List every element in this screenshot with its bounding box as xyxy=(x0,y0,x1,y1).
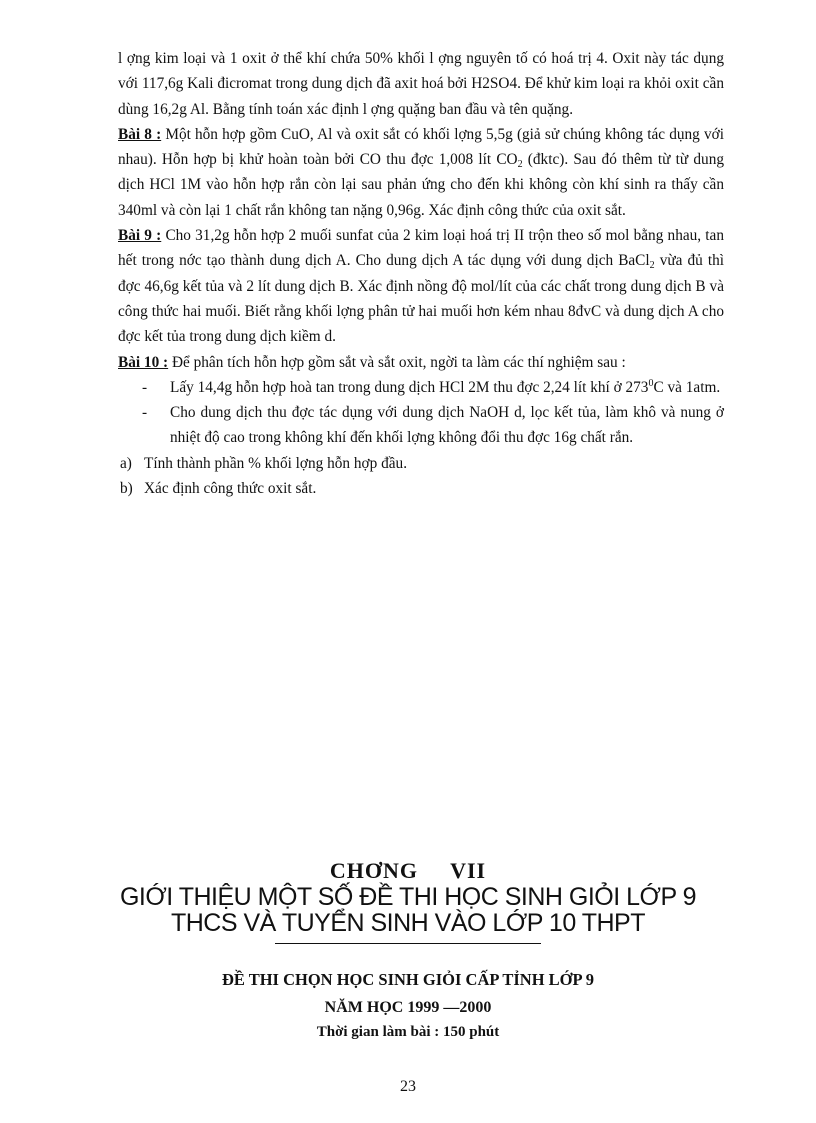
problem-10 xyxy=(118,350,724,375)
co2-subscript: 2 xyxy=(517,159,523,171)
experiment-1-text-b: C và 1atm. xyxy=(653,378,721,396)
experiment-1-text-a: Lấy 14,4g hỗn hợp hoà tan trong dung dịch HCl 2M thu đợc 2,24 lít khí ở 273 xyxy=(170,378,649,396)
chapter-title-line-1: GIỚI THIỆU MỘT SỐ ĐỀ THI HỌC SINH GIỎI LỚP 9 xyxy=(119,883,697,911)
question-a-text: Tính thành phần % khối lợng hỗn hợp đầu. xyxy=(144,454,408,472)
problem-8 xyxy=(118,122,724,223)
problem-8-label: Bài 8 : xyxy=(118,125,162,143)
chapter-label: CHƠNG VII xyxy=(329,858,487,883)
question-a-letter: a) xyxy=(120,454,132,472)
exam-title: ĐỀ THI CHỌN HỌC SINH GIỎI CẤP TỈNH LỚP 9 xyxy=(221,970,595,989)
chapter-title-line-2: THCS VÀ TUYỂN SINH VÀO LỚP 10 THPT xyxy=(170,909,645,937)
problem-10-text: Để phân tích hỗn hợp gồm sắt và sắt oxit, ngời ta làm các thí nghiệm sau : xyxy=(171,353,626,371)
intro-paragraph xyxy=(118,46,724,122)
chapter-title xyxy=(0,884,816,936)
bacl2-subscript: 2 xyxy=(649,260,655,272)
page-number: 23 xyxy=(400,1078,416,1095)
problem-8-text-a: Một hỗn hợp gồm CuO, Al và oxit sắt có khối lợng 5,5g (giả sử chúng không tác dụng với nhau). Hỗn hợp bị khử hoàn toàn bởi CO thu đợc 1,008 lít CO xyxy=(118,125,724,169)
question-item xyxy=(120,451,724,476)
degree-superscript: 0 xyxy=(648,377,654,389)
problem-9-text-a: Cho 31,2g hỗn hợp 2 muối sunfat của 2 kim loại hoá trị II trộn theo số mol bằng nhau, tan hết trong nớc tạo thành dung dịch A. Cho dung dịch A tác dụng với dung dịch BaCl xyxy=(118,227,724,270)
question-list xyxy=(118,451,724,502)
title-divider xyxy=(275,943,541,944)
problem-9-label: Bài 9 : xyxy=(118,227,162,245)
problem-9-text-b: vừa đủ thì đợc 46,6g kết tủa và 2 lít dung dịch B. Xác định nồng độ mol/lít của các chất trong dung dịch B và công thức hai muối. Biết rằng khối lợng phân tử hai muối hơn kém nhau 8đvC và dung dịch A cho đợc kết tủa trong dung dịch kiềm d. xyxy=(118,252,724,346)
question-b-letter: b) xyxy=(120,480,133,498)
problem-text xyxy=(118,46,724,501)
exam-time: Thời gian làm bài : 150 phút xyxy=(316,1024,500,1040)
problem-8-text-b: (đktc). Sau đó thêm từ từ dung dịch HCl 1M vào hỗn hợp rắn còn lại sau phản ứng cho đến khi không còn khí sinh ra thấy cần 340ml và còn lại 1 chất rắn không tan nặng 0,96g. Xác định công thức của oxit sắt. xyxy=(118,151,724,219)
experiment-2-text: Cho dung dịch thu đợc tác dụng với dung dịch NaOH d, lọc kết tủa, làm khô và nung ở nhiệt độ cao trong không khí đến khối lợng không đổi thu đợc 16g chất rắn. xyxy=(170,404,724,447)
exam-year: NĂM HỌC 1999 —2000 xyxy=(324,999,492,1016)
experiment-item xyxy=(142,400,724,451)
problem-10-label: Bài 10 : xyxy=(118,353,169,371)
problem-9 xyxy=(118,223,724,349)
intro-text: l ợng kim loại và 1 oxit ở thể khí chứa 50% khối l ợng nguyên tố có hoá trị 4. Oxit này tác dụng với 117,6g Kali đicromat trong dung dịch đã axit hoá bởi H2SO4. Để khử kim loại ra khỏi oxit cần dùng 16,2g Al. Bằng tính toán xác định l ợng quặng ban đầu và tên quặng. xyxy=(118,50,724,118)
question-b-text: Xác định công thức oxit sắt. xyxy=(144,480,317,498)
experiment-list xyxy=(118,375,724,451)
experiment-item xyxy=(142,375,724,400)
question-item xyxy=(120,476,724,501)
